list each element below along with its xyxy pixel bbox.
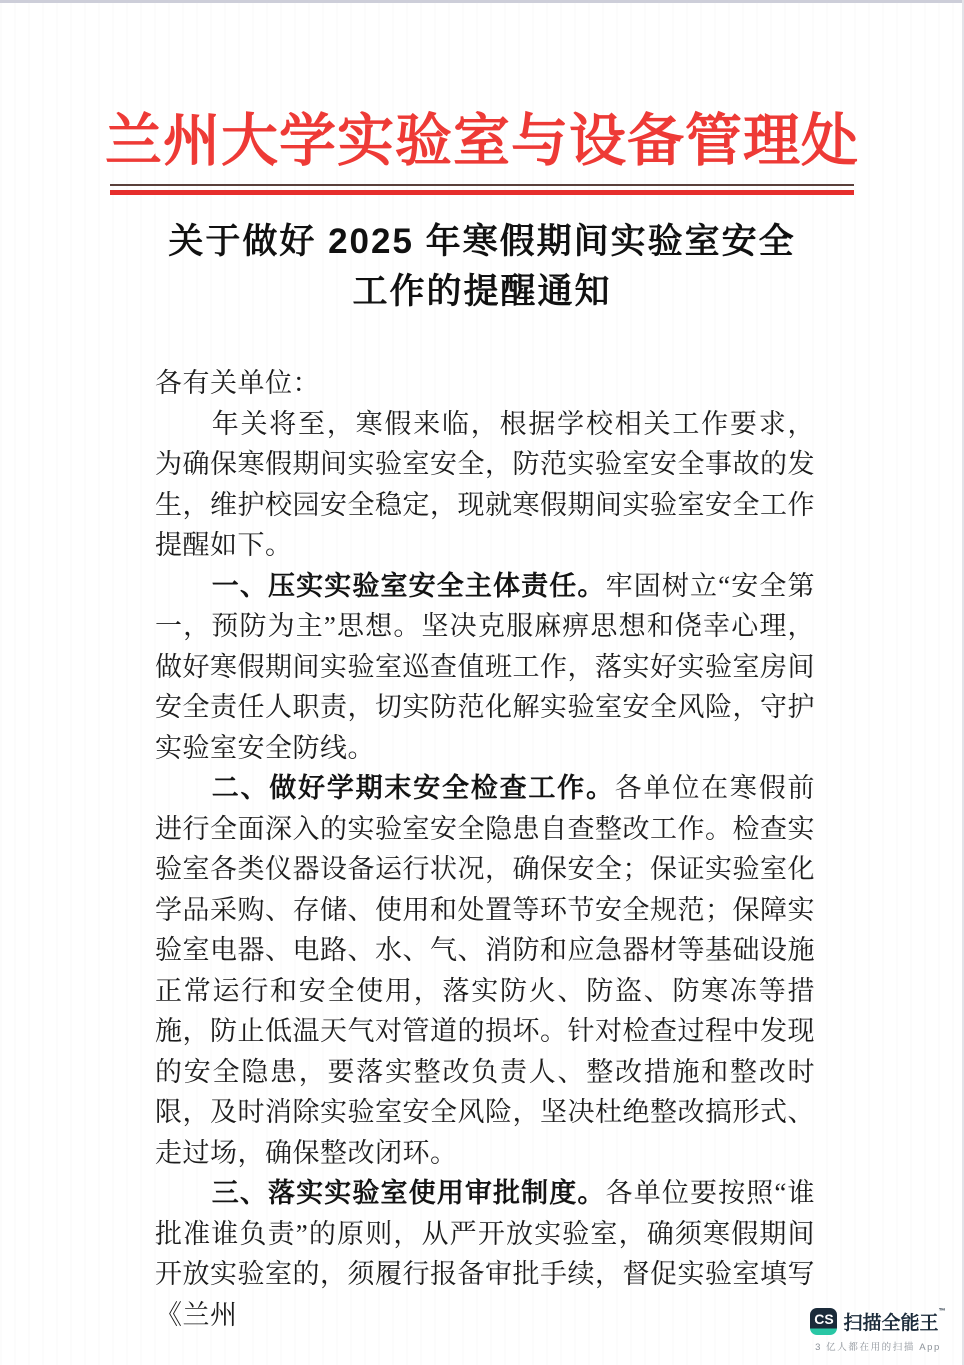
paragraph-section-2 [155, 768, 815, 1173]
section-3-heading: 三、落实实验室使用审批制度。 [211, 1178, 606, 1209]
header-double-rule [110, 184, 854, 195]
salutation: 各有关单位： [155, 368, 320, 399]
section-2-text: 各单位在寒假前进行全面深入的实验室安全隐患自查整改工作。检查实验室各类仪器设备运行状况，确保安全；保证实验室化学品采购、存储、使用和处置等环节安全规范；保障实验室电器、电路、水、气、消防和应急器材等基础设施正常运行和安全使用，落实防火、防盗、防寒冻等措施，防止低温天气对管道的损坏。针对检查过程中发现的安全隐患，要落实整改负责人、整改措施和整改时限，及时消除实验室安全风险，坚决杜绝整改搞形式、走过场，确保整改闭环。 [155, 773, 816, 1168]
camscanner-badge-label: CS [814, 1311, 834, 1327]
org-name-heading: 兰州大学实验室与设备管理处 [105, 110, 859, 173]
scan-edge-top [0, 0, 964, 3]
paragraph-intro [155, 404, 815, 566]
section-2-heading: 二、做好学期末安全检查工作。 [211, 773, 615, 804]
notice-title-line1: 关于做好 2025 年寒假期间实验室安全 [168, 222, 796, 262]
camscanner-logo-icon [810, 1308, 837, 1335]
document-body [155, 363, 815, 1335]
section-1-text: 牢固树立“安全第一，预防为主”思想。坚决克服麻痹思想和侥幸心理，做好寒假期间实验室巡查值班工作，落实好实验室房间安全责任人职责，切实防范化解实验室安全风险，守护实验室安全防线。 [155, 570, 816, 763]
header-rule-red-line [110, 190, 854, 195]
paragraph-intro-text: 年关将至，寒假来临，根据学校相关工作要求，为确保寒假期间实验室安全，防范实验室安全事故的发生，维护校园安全稳定，现就寒假期间实验室安全工作提醒如下。 [155, 408, 815, 561]
document-header [0, 108, 964, 195]
notice-title-line2: 工作的提醒通知 [352, 272, 612, 312]
camscanner-watermark [810, 1308, 946, 1353]
section-1-heading: 一、压实实验室安全主体责任。 [211, 570, 606, 601]
camscanner-logo-row [810, 1308, 946, 1335]
paragraph-section-1 [155, 566, 815, 769]
paragraph-section-3 [155, 1173, 815, 1335]
camscanner-app-name-text: 扫描全能王 [843, 1313, 939, 1334]
trademark-symbol: ™ [938, 1308, 946, 1315]
camscanner-app-name [843, 1308, 945, 1335]
section-3-text: 各单位要按照“谁批准谁负责”的原则，从严开放实验室，确须寒假期间开放实验室的，须履行报备审批手续，督促实验室填写《兰州 [155, 1178, 816, 1330]
header-rule-dark-line [110, 184, 854, 186]
camscanner-tagline: 3 亿人都在用的扫描 App [815, 1342, 941, 1353]
notice-title [60, 217, 904, 317]
